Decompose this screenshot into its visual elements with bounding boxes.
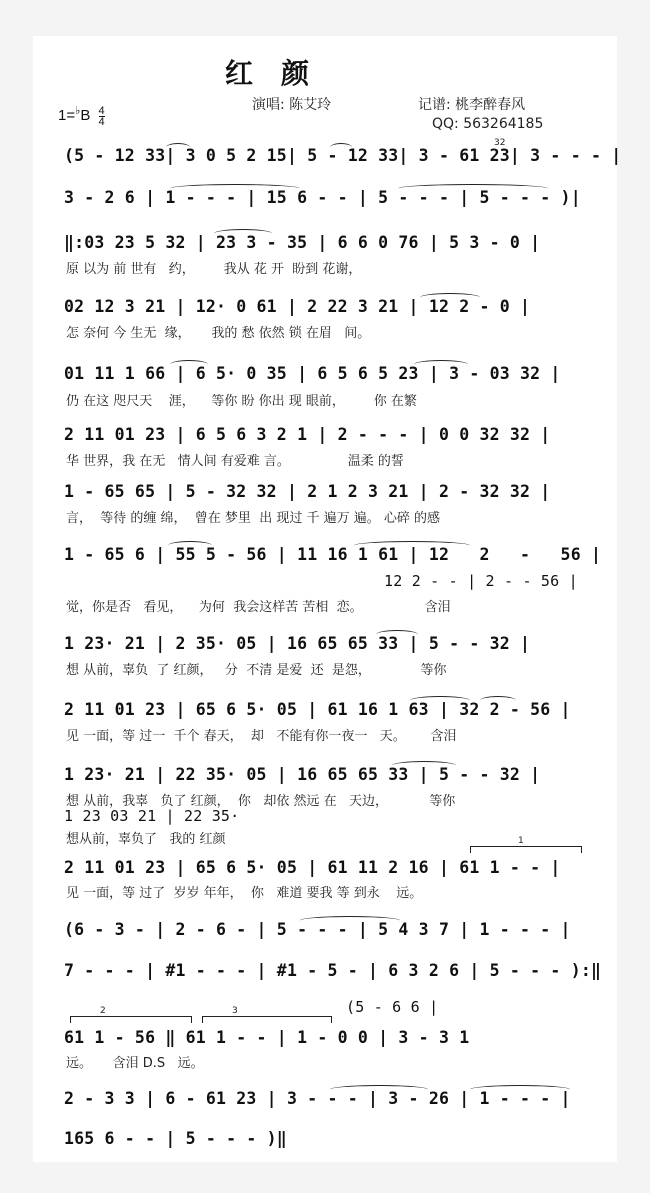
verse-lyrics-2: 怎 奈何 今 生无 缘， 我的 愁 依然 锁 在眉 间。 xyxy=(66,326,371,341)
intro-line-1: (5 - 12 33| 3 0 5 2 15| 5 - 12 33| 3 - 61 23| 3 - - - | xyxy=(64,146,622,165)
chorus-alt-lyrics-3: 想从前，辜负了 我的 红颜 xyxy=(66,832,226,847)
verse-notes-2: 02 12 3 21 | 12· 0 61 | 2 22 3 21 | 12 2 - 0 | xyxy=(64,297,531,316)
song-title: 红颜 xyxy=(225,57,338,90)
slur xyxy=(168,541,212,550)
slur xyxy=(354,541,470,550)
verse-notes-6: 1 - 65 6 | 55 5 - 56 | 11 16 1 61 | 12 2 - 56 | xyxy=(64,545,602,564)
volta-number-3: 3 xyxy=(232,1006,238,1016)
chorus-alt-notes-3: 1 23 03 21 | 22 35· xyxy=(64,807,240,825)
slur xyxy=(470,1085,570,1094)
transcriber-credit: 记谱: 桃李醉春风 xyxy=(418,97,526,113)
volta-bracket-1 xyxy=(470,846,582,853)
slur xyxy=(330,1085,428,1094)
singer-credit: 演唱: 陈艾玲 xyxy=(252,97,332,113)
time-unit: 4 xyxy=(98,115,105,128)
slur xyxy=(170,360,208,369)
interlude-line-1: (6 - 3 - | 2 - 6 - | 5 - - - | 5 4 3 7 | 1 - - - | xyxy=(64,920,571,939)
verse-notes-3: 01 11 1 66 | 6 5· 0 35 | 6 5 6 5 23 | 3 - 03 32 | xyxy=(64,364,561,383)
chorus-notes-2: 2 11 01 23 | 65 6 5· 05 | 61 16 1 63 | 32 2 - 56 | xyxy=(64,700,571,719)
verse-lyrics-3: 仍 在这 咫尺天 涯， 等你 盼 你出 现 眼前， 你 在繁 xyxy=(66,394,417,409)
volta-number-1: 1 xyxy=(518,836,524,846)
slur xyxy=(398,184,548,193)
chorus-lyrics-3: 想 从前，我辜 负了 红颜， 你 却依 然远 在 天边， 等你 xyxy=(66,794,456,809)
time-beats: 4 xyxy=(98,104,105,117)
slur xyxy=(166,143,190,152)
verse-lyrics-1: 原 以为 前 世有 约， 我从 花 开 盼到 花谢， xyxy=(66,262,362,277)
verse-notes-1: ‖:03 23 5 32 | 23 3 - 35 | 6 6 0 76 | 5 3 - 0 | xyxy=(64,233,541,252)
slur xyxy=(300,916,400,925)
key-tonic: B xyxy=(80,107,91,124)
flat-sign: ♭ xyxy=(75,105,81,117)
slur xyxy=(480,696,516,705)
interlude-line-2: 7 - - - | #1 - - - | #1 - 5 - | 6 3 2 6 | 5 - - - ):‖ xyxy=(64,961,602,980)
chorus-notes-3: 1 23· 21 | 22 35· 05 | 16 65 65 33 | 5 - - 32 | xyxy=(64,765,541,784)
chorus-lyrics-2: 见 一面，等 过一 千个 春天， 却 不能有你一夜一 天。 含泪 xyxy=(66,729,457,744)
slur xyxy=(170,184,300,193)
volta-bracket-3 xyxy=(202,1016,332,1023)
slur xyxy=(330,143,352,152)
verse-lyrics-5: 言， 等待 的缠 绵， 曾在 梦里 出 现过 千 遍万 遍。 心碎 的感 xyxy=(66,511,440,526)
slur xyxy=(414,360,468,369)
coda-line-2: 165 6 - - | 5 - - - )‖ xyxy=(64,1129,287,1148)
chorus-lyrics-4: 见 一面，等 过了 岁岁 年年， 你 难道 要我 等 到永 远。 xyxy=(66,886,423,901)
slur xyxy=(376,630,418,639)
verse-notes-5: 1 - 65 65 | 5 - 32 32 | 2 1 2 3 21 | 2 - 32 32 | xyxy=(64,482,551,501)
ending-upper-notes: (5 - 6 6 | xyxy=(346,998,439,1016)
grace-note-1: 32 xyxy=(494,138,506,148)
slur xyxy=(392,761,456,770)
slur xyxy=(214,229,272,238)
qq-contact: QQ: 563264185 xyxy=(432,116,544,132)
slur xyxy=(420,293,480,302)
volta-bracket-2 xyxy=(70,1016,192,1023)
key-prefix: 1= xyxy=(58,107,76,124)
chorus-notes-4: 2 11 01 23 | 65 6 5· 05 | 61 11 2 16 | 61 1 - - | xyxy=(64,858,561,877)
verse-notes-4: 2 11 01 23 | 6 5 6 3 2 1 | 2 - - - | 0 0 32 32 | xyxy=(64,425,551,444)
slur xyxy=(410,696,470,705)
verse-lyrics-6: 觉，你是否 看见， 为何 我会这样苦 苦相 恋。 含泪 xyxy=(66,600,451,615)
verse-alt-notes-6: 12 2 - - | 2 - - 56 | xyxy=(384,572,578,590)
time-signature xyxy=(99,106,105,127)
volta-number-2: 2 xyxy=(100,1006,106,1016)
ending-lyrics: 远。 含泪 D.S 远。 xyxy=(66,1056,204,1071)
chorus-lyrics-1: 想 从前，辜负 了 红颜， 分 不清 是爱 还 是怨， 等你 xyxy=(66,663,447,678)
coda-line-1: 2 - 3 3 | 6 - 61 23 | 3 - - - | 3 - 26 | 1 - - - | xyxy=(64,1089,571,1108)
ending-notes: 61 1 - 56 ‖ 61 1 - - | 1 - 0 0 | 3 - 3 1 xyxy=(64,1028,470,1047)
key-signature xyxy=(58,104,105,127)
intro-line-2: 3 - 2 6 | 1 - - - | 15 6 - - | 5 - - - | 5 - - - )| xyxy=(64,188,581,207)
chorus-notes-1: 1 23· 21 | 2 35· 05 | 16 65 65 33 | 5 - - 32 | xyxy=(64,634,531,653)
verse-lyrics-4: 华 世界，我 在无 情人间 有爱难 言。 温柔 的誓 xyxy=(66,454,404,469)
